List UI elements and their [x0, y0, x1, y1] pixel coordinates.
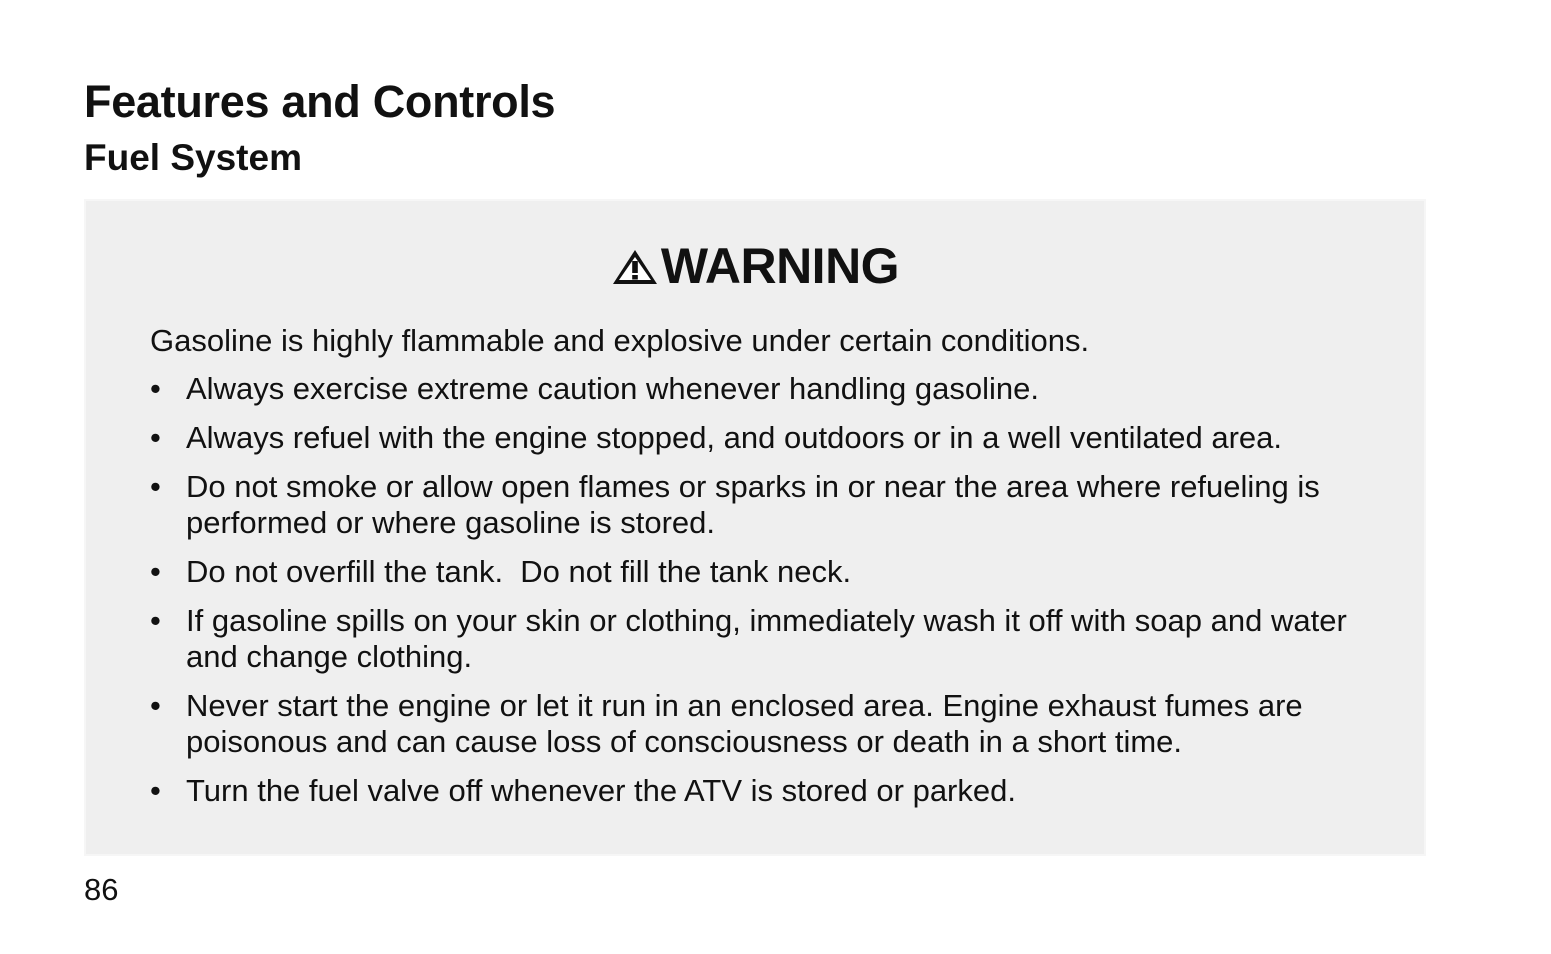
- bullet-glyph: •: [150, 554, 161, 589]
- warning-intro: Gasoline is highly flammable and explosive under certain conditions.: [150, 323, 1090, 358]
- list-item: [150, 603, 1400, 675]
- page-number: 86: [84, 872, 119, 907]
- list-item-text: Do not overfill the tank. Do not fill the tank neck.: [186, 554, 852, 589]
- bullet-glyph: •: [150, 469, 161, 504]
- list-item: [150, 688, 1400, 760]
- list-item: [150, 469, 1400, 541]
- list-item-text: Turn the fuel valve off whenever the ATV is stored or parked.: [186, 773, 1016, 808]
- list-item: [150, 773, 1400, 809]
- warning-triangle-icon: [611, 248, 659, 286]
- warning-box: [84, 199, 1426, 856]
- list-item: [150, 554, 1400, 590]
- bullet-glyph: •: [150, 603, 161, 638]
- warning-list: [150, 371, 1400, 822]
- list-item-text: Always exercise extreme caution whenever handling gasoline.: [186, 371, 1039, 406]
- subsection-title: Fuel System: [84, 137, 302, 178]
- warning-title: WARNING: [660, 238, 900, 294]
- section-title: Features and Controls: [84, 76, 556, 127]
- list-item-text: Never start the engine or let it run in an enclosed area. Engine exhaust fumes are poisonous and can cause loss of consciousness or death in a short time.: [186, 688, 1303, 759]
- bullet-glyph: •: [150, 773, 161, 808]
- list-item: [150, 420, 1400, 456]
- list-item-text: Do not smoke or allow open flames or sparks in or near the area where refueling is performed or where gasoline is stored.: [186, 469, 1320, 540]
- list-item: [150, 371, 1400, 407]
- bullet-glyph: •: [150, 420, 161, 455]
- bullet-glyph: •: [150, 371, 161, 406]
- list-item-text: If gasoline spills on your skin or clothing, immediately wash it off with soap and water and change clothing.: [186, 603, 1347, 674]
- warning-header: [86, 237, 1424, 295]
- list-item-text: Always refuel with the engine stopped, and outdoors or in a well ventilated area.: [186, 420, 1283, 455]
- bullet-glyph: •: [150, 688, 161, 723]
